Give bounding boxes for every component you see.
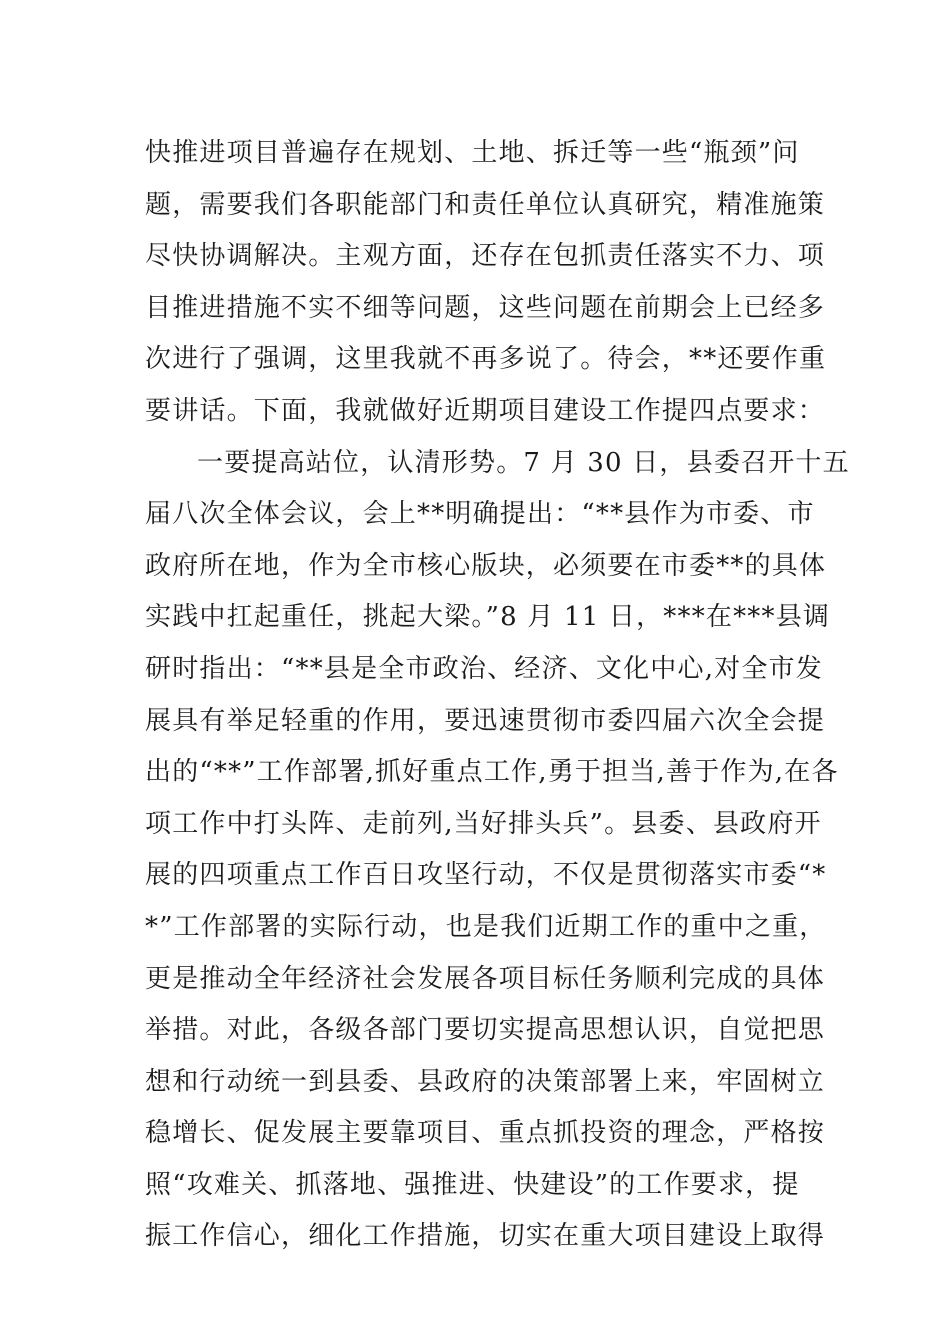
- text-line: 届八次全体会议，会上**明确提出：“**县作为市委、市: [145, 499, 815, 530]
- text-line: 想和行动统一到县委、县政府的决策部署上来，牢固树立: [145, 1066, 826, 1097]
- text-line: 振工作信心，细化工作措施，切实在重大项目建设上取得: [145, 1221, 826, 1252]
- text-line: *”工作部署的实际行动，也是我们近期工作的重中之重，: [145, 911, 827, 942]
- text-line: 展的四项重点工作百日攻坚行动，不仅是贯彻落实市委“*: [145, 860, 827, 891]
- text-line: 出的“**”工作部署,抓好重点工作,勇于担当,善于作为,在各: [145, 757, 839, 788]
- text-line: 照“攻难关、抓落地、强推进、快建设”的工作要求，提: [145, 1169, 800, 1200]
- text-line: 尽快协调解决。主观方面，还存在包抓责任落实不力、项: [145, 241, 826, 272]
- text-line: 要讲话。下面，我就做好近期项目建设工作提四点要求：: [145, 395, 826, 426]
- text-line: 政府所在地，作为全市核心版块，必须要在市委**的具体: [145, 550, 827, 581]
- text-line: 研时指出：“**县是全市政治、经济、文化中心,对全市发: [145, 653, 823, 684]
- text-line: 举措。对此，各级各部门要切实提高思想认识，自觉把思: [145, 1015, 826, 1046]
- body-text: [145, 128, 850, 1263]
- text-line: 更是推动全年经济社会发展各项目标任务顺利完成的具体: [145, 963, 826, 994]
- text-line: 次进行了强调，这里我就不再多说了。待会，**还要作重: [145, 344, 827, 375]
- text-line: 项工作中打头阵、走前列,当好排头兵”。县委、县政府开: [145, 808, 822, 839]
- text-line: 实践中扛起重任，挑起大梁。”8 月 11 日，***在***县调: [145, 602, 831, 633]
- text-line: 展具有举足轻重的作用，要迅速贯彻市委四届六次全会提: [145, 705, 826, 736]
- text-line: 目推进措施不实不细等问题，这些问题在前期会上已经多: [145, 292, 826, 323]
- paragraph-first-line: 一要提高站位，认清形势。7 月 30 日，县委召开十五: [197, 447, 850, 478]
- text-line: 稳增长、促发展主要靠项目、重点抓投资的理念，严格按: [145, 1118, 826, 1149]
- text-line: 题，需要我们各职能部门和责任单位认真研究，精准施策: [145, 189, 826, 220]
- text-line: 快推进项目普遍存在规划、土地、拆迁等一些“瓶颈”问: [145, 138, 800, 168]
